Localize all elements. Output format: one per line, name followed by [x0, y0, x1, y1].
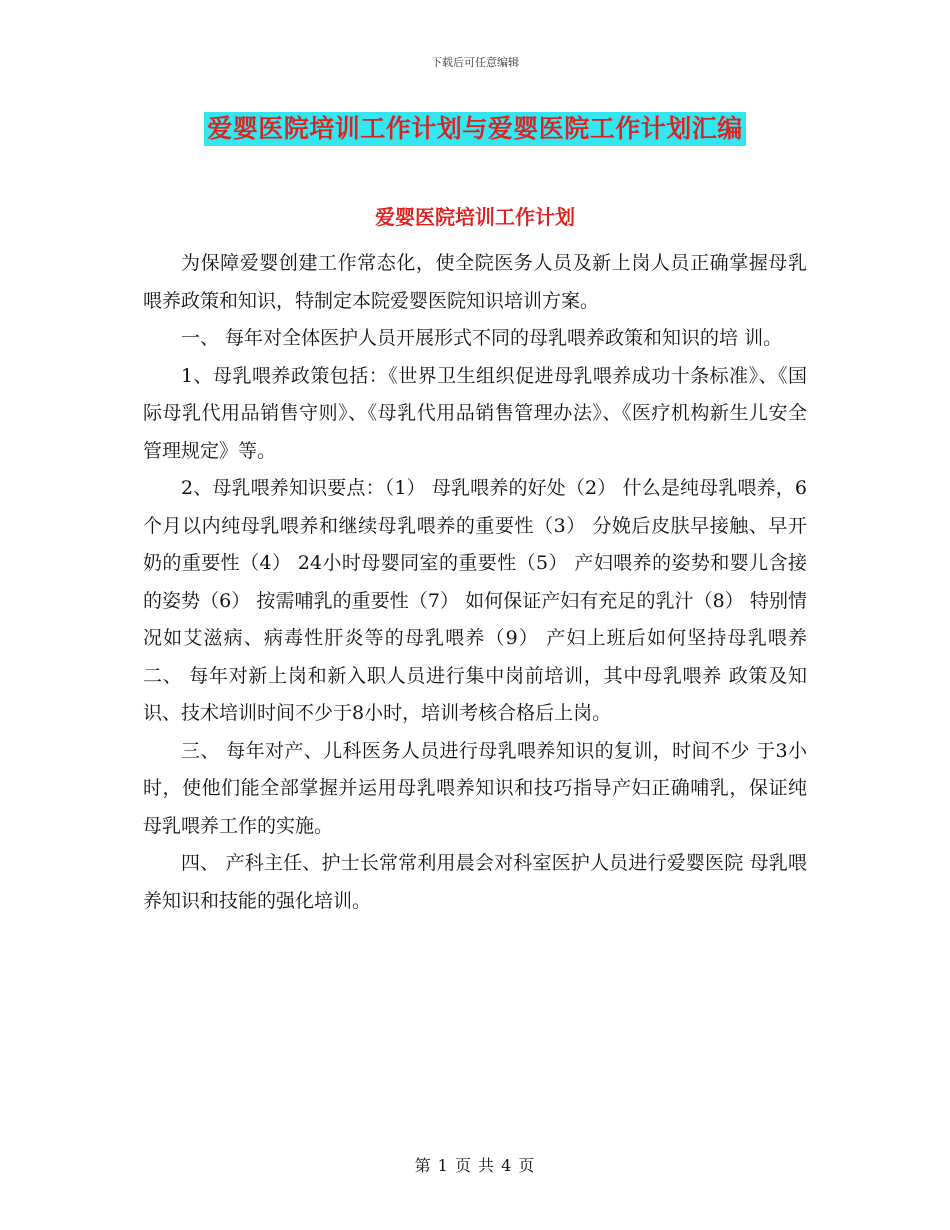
header-note: 下载后可任意编辑	[431, 56, 519, 69]
paragraph-policy: 1、母乳喂养政策包括：《世界卫生组织促进母乳喂养成功十条标准》、《国际母乳代用品销售守则》、《母乳代用品销售管理办法》、《医疗机构新生儿安全管理规定》等。	[143, 364, 807, 462]
paragraph-intro: 为保障爱婴创建工作常态化，使全院医务人员及新上岗人员正确掌握母乳喂养政策和知识，特制定本院爱婴医院知识培训方案。	[143, 252, 807, 312]
paragraph-section-4: 四、 产科主任、护士长常常利用晨会对科室医护人员进行爱婴医院 母乳喂养知识和技能的强化培训。	[143, 852, 807, 912]
document-main-title: 爱婴医院培训工作计划与爱婴医院工作计划汇编	[204, 112, 746, 146]
paragraph-knowledge: 2、母乳喂养知识要点：（1） 母乳喂养的好处（2） 什么是纯母乳喂养，6个月以内纯母乳喂养和继续母乳喂养的重要性（3） 分娩后皮肤早接触、早开奶的重要性（4） 24小时母婴同室的重要性（5） 产妇喂养的姿势和婴儿含接的姿势（6） 按需哺乳的重要性（7） 如何保证产妇有充足的乳汁（8） 特别情况如艾滋病、病毒性肝炎等的母乳喂养（9） 产妇上班后如何坚持母乳喂养二、 每年对新上岗和新入职人员进行集中岗前培训，其中母乳喂养 政策及知识、技术培训时间不少于8小时，培训考核合格后上岗。	[143, 477, 807, 724]
document-sub-title: 爱婴医院培训工作计划	[375, 205, 575, 229]
paragraph-section-1: 一、 每年对全体医护人员开展形式不同的母乳喂养政策和知识的培 训。	[181, 327, 783, 349]
page-number-footer: 第 1 页 共 4 页	[414, 1156, 536, 1175]
paragraph-section-3: 三、 每年对产、儿科医务人员进行母乳喂养知识的复训，时间不少 于3小时，使他们能全部掌握并运用母乳喂养知识和技巧指导产妇正确哺乳，保证纯母乳喂养工作的实施。	[143, 739, 807, 837]
main-title-container	[0, 112, 950, 146]
document-body	[143, 245, 807, 920]
